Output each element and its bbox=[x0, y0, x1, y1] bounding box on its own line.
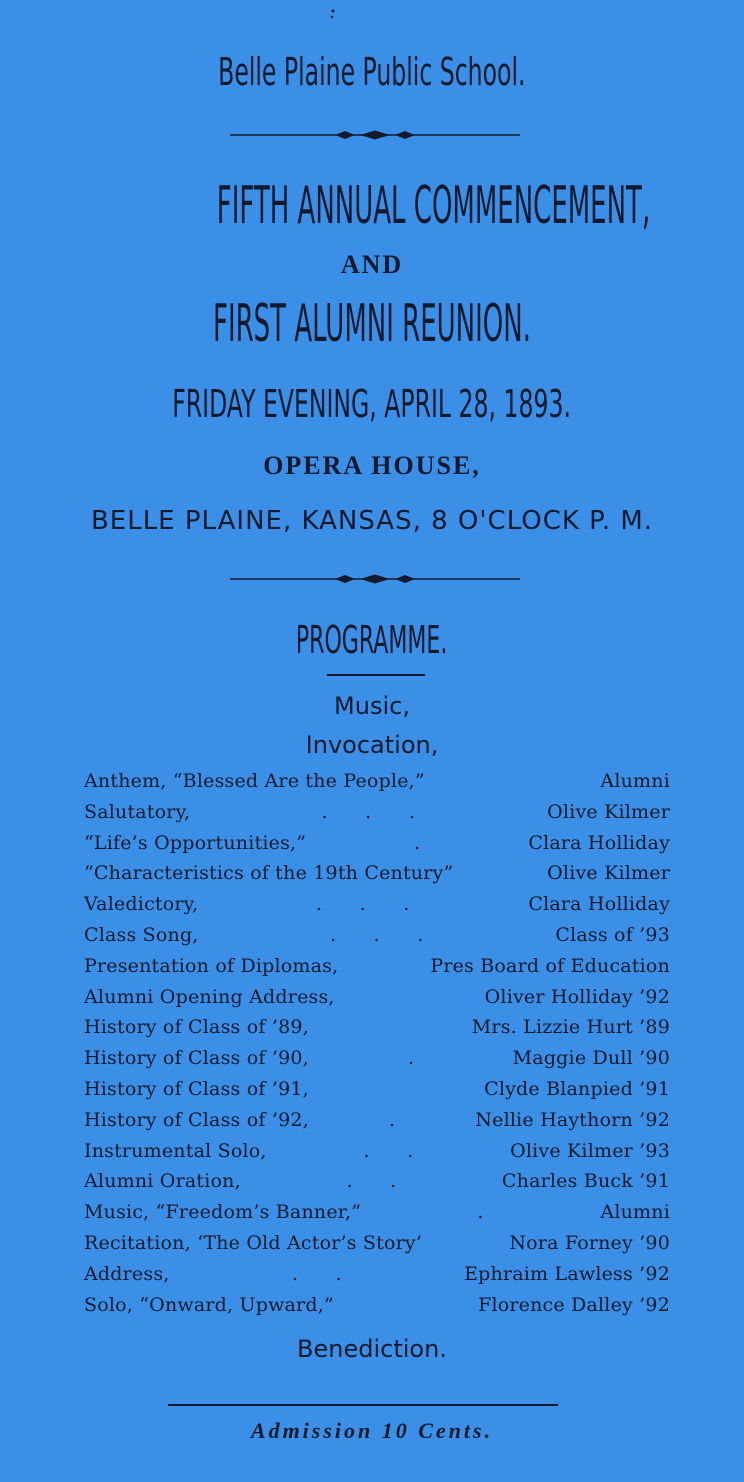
programme-item-title: Recitation, ‘The Old Actor’s Story’ bbox=[84, 1231, 423, 1254]
programme-item-title: Presentation of Diplomas, bbox=[84, 954, 339, 977]
programme-item-leader-dots: . bbox=[477, 1201, 484, 1224]
programme-item-title: History of Class of ’91, bbox=[84, 1077, 309, 1100]
programme-heading: PROGRAMME. bbox=[296, 618, 448, 662]
programme-item-performer: Mrs. Lizzie Hurt ’89 bbox=[471, 1016, 670, 1039]
programme-item-performer: Pres Board of Education bbox=[430, 954, 670, 977]
programme-underline bbox=[327, 674, 425, 676]
programme-item-title: Anthem, “Blessed Are the People,” bbox=[84, 770, 425, 792]
programme-item bbox=[84, 955, 670, 986]
programme-item-title: Class Song, bbox=[84, 923, 199, 946]
programme-item bbox=[84, 832, 670, 863]
programme-item-performer: Class of ’93 bbox=[555, 923, 670, 946]
heading-commencement: FIFTH ANNUAL COMMENCEMENT, bbox=[216, 176, 651, 236]
programme-item-performer: Nora Forney ’90 bbox=[509, 1231, 670, 1254]
programme-list bbox=[84, 770, 670, 1324]
school-name: Belle Plaine Public School. bbox=[218, 50, 526, 94]
programme-item-performer: Olive Kilmer ’93 bbox=[510, 1139, 670, 1162]
programme-item bbox=[84, 1016, 670, 1047]
programme-item bbox=[84, 924, 670, 955]
programme-item bbox=[84, 1078, 670, 1109]
programme-item-title: “Life’s Opportunities,” bbox=[84, 831, 307, 854]
programme-item bbox=[84, 1232, 670, 1263]
programme-item-title: Address, bbox=[84, 1262, 170, 1285]
programme-item-title: Alumni Opening Address, bbox=[84, 985, 335, 1008]
programme-item-leader-dots: . . . bbox=[316, 893, 410, 916]
programme-item-leader-dots: . bbox=[389, 1108, 396, 1131]
programme-item-leader-dots: . . bbox=[346, 1170, 397, 1193]
programme-item bbox=[84, 1170, 670, 1201]
programme-item bbox=[84, 1109, 670, 1140]
programme-item-title: History of Class of ’92, bbox=[84, 1108, 309, 1131]
programme-item-performer: Alumni bbox=[600, 770, 670, 792]
programme-item-leader-dots: . bbox=[408, 1047, 415, 1070]
programme-item-performer: Clara Holliday bbox=[528, 893, 670, 916]
programme-item-title: Valedictory, bbox=[84, 893, 199, 916]
programme-item-title: Music, “Freedom’s Banner,” bbox=[84, 1201, 362, 1224]
heading-reunion: FIRST ALUMNI REUNION. bbox=[213, 294, 531, 354]
programme-item-title: History of Class of ’90, bbox=[84, 1047, 309, 1070]
programme-item-performer: Olive Kilmer bbox=[547, 862, 670, 885]
programme-item-performer: Maggie Dull ’90 bbox=[512, 1047, 670, 1070]
programme-item-leader-dots: . . . bbox=[330, 923, 424, 946]
opening-music: Music, bbox=[334, 692, 410, 720]
admission-price: Admission 10 Cents. bbox=[250, 1418, 494, 1443]
ornamental-divider-top bbox=[230, 129, 520, 141]
programme-item-title: Salutatory, bbox=[84, 800, 191, 823]
closing-benediction: Benediction. bbox=[297, 1335, 447, 1363]
programme-item-title: Instrumental Solo, bbox=[84, 1139, 267, 1162]
programme-item-title: “Characteristics of the 19th Century” bbox=[84, 862, 454, 885]
programme-item-performer: Florence Dalley ’92 bbox=[478, 1293, 670, 1316]
programme-item-title: History of Class of ’89, bbox=[84, 1016, 309, 1039]
programme-item bbox=[84, 1140, 670, 1171]
programme-item bbox=[84, 801, 670, 832]
programme-item-performer: Olive Kilmer bbox=[547, 800, 670, 823]
programme-item bbox=[84, 770, 670, 801]
programme-item-performer: Charles Buck ’91 bbox=[501, 1170, 670, 1193]
programme-item-title: Alumni Oration, bbox=[84, 1170, 241, 1193]
programme-item-performer: Clara Holliday bbox=[528, 831, 670, 854]
programme-item-performer: Clyde Blanpied ’91 bbox=[484, 1077, 670, 1100]
ink-speck bbox=[330, 8, 336, 22]
programme-item bbox=[84, 862, 670, 893]
programme-item bbox=[84, 1294, 670, 1325]
programme-item-leader-dots: . . bbox=[363, 1139, 414, 1162]
bottom-rule bbox=[168, 1404, 558, 1406]
programme-item-performer: Alumni bbox=[600, 1201, 670, 1224]
programme-item bbox=[84, 986, 670, 1017]
ornamental-divider-middle bbox=[230, 573, 520, 585]
programme-item-title: Solo, “Onward, Upward,” bbox=[84, 1293, 334, 1316]
programme-item-performer: Ephraim Lawless ’92 bbox=[464, 1262, 670, 1285]
programme-item bbox=[84, 893, 670, 924]
programme-item-leader-dots: . . bbox=[292, 1262, 342, 1285]
programme-item-performer: Nellie Haythorn ’92 bbox=[475, 1108, 670, 1131]
event-venue: OPERA HOUSE, bbox=[263, 451, 481, 480]
programme-item bbox=[84, 1047, 670, 1078]
programme-item-leader-dots: . . . bbox=[321, 800, 416, 823]
event-date: FRIDAY EVENING, APRIL 28, 1893. bbox=[172, 382, 572, 426]
programme-item-leader-dots: . bbox=[414, 831, 421, 854]
event-place-time: BELLE PLAINE, KANSAS, 8 O'CLOCK P. M. bbox=[90, 506, 654, 536]
heading-and: AND bbox=[340, 250, 404, 279]
programme-item bbox=[84, 1263, 670, 1294]
opening-invocation: Invocation, bbox=[305, 731, 439, 759]
programme-item-performer: Oliver Holliday ’92 bbox=[484, 985, 670, 1008]
programme-item bbox=[84, 1201, 670, 1232]
